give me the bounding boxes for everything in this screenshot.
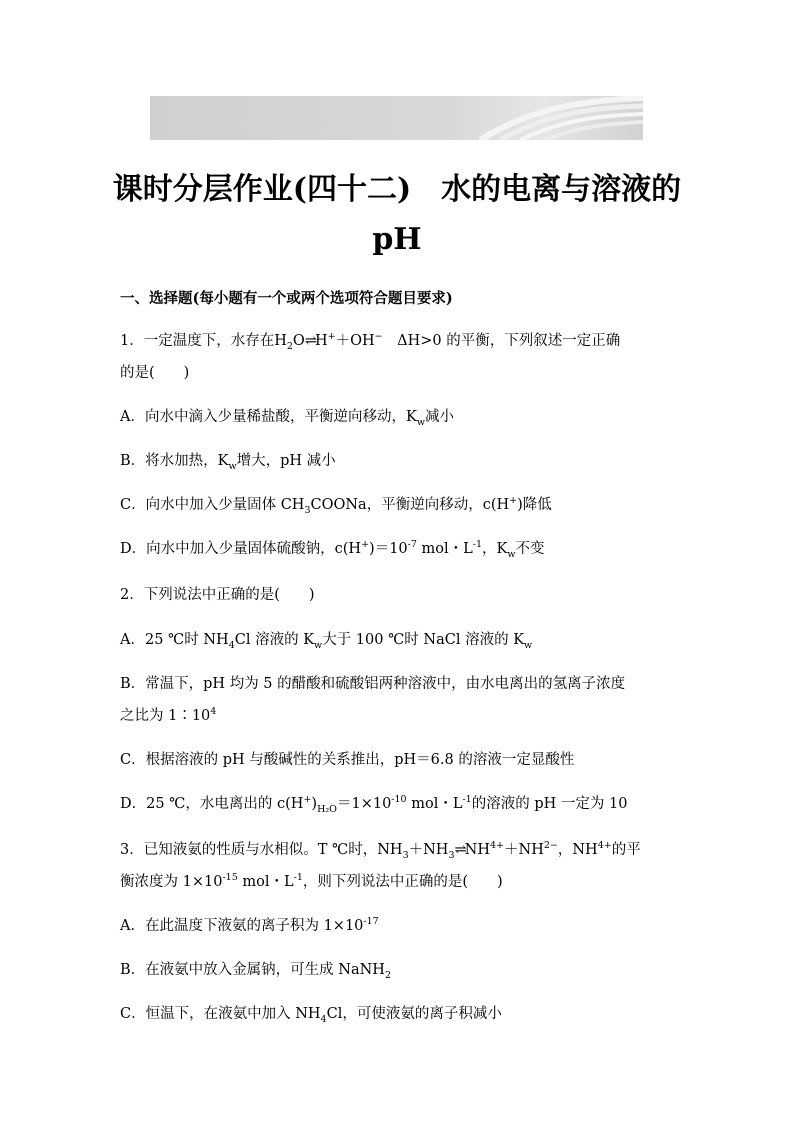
q1-stem-line2: 的是( ) — [120, 365, 190, 381]
page-title-line2: pH — [372, 222, 422, 257]
q3-option-c: C．恒温下，在液氨中加入 $NH_4Cl$，可使液氨的离子积减小 — [120, 1006, 502, 1025]
q1-option-d: D．向水中加入少量固体硫酸钠，$c(H^+)=10^{-7}$ mol・$L^{-1}$，$K_w$不变 — [120, 539, 545, 560]
q1-option-b: B．将水加热，$K_w$增大，pH 减小 — [120, 453, 336, 472]
q2-option-a: A．25 ℃时 $NH_4Cl$ 溶液的 $K_w$大于 100 ℃时 NaCl 溶液的 $K_w$ — [120, 632, 533, 651]
q2-option-c: C．根据溶液的 pH 与酸碱性的关系推出，pH＝6.8 的溶液一定显酸性 — [120, 752, 575, 768]
banner-wave-graphic — [150, 96, 643, 140]
section-heading: 一、选择题(每小题有一个或两个选项符合题目要求) — [120, 290, 453, 307]
q3-option-b: B．在液氨中放入金属钠，可生成 NaNH$_2$ — [120, 962, 391, 981]
q1-option-a: A．向水中滴入少量稀盐酸，平衡逆向移动，$K_w$减小 — [120, 409, 454, 428]
q1-option-c: C．向水中加入少量固体 $CH_3COONa$，平衡逆向移动，c(H+)降低 — [120, 495, 552, 516]
page-title: 课时分层作业(四十二) 水的电离与溶液的 — [112, 172, 682, 207]
header-banner — [150, 96, 643, 140]
q2-stem: 2．下列说法中正确的是( ) — [120, 587, 315, 603]
q3-option-a: A．在此温度下液氨的离子积为 $1\times 10^{-17}$ — [120, 916, 379, 934]
q1-stem: 1．一定温度下，水存在$H_2O\rightleftharpoons H^++OH^-$ ΔH>0 的平衡，下列叙述一定正确 — [120, 331, 621, 352]
q3-stem-line2: 衡浓度为 $1\times 10^{-15}$ mol・$L^{-1}$，则下列说法中正确的是( ) — [120, 872, 503, 890]
q2-option-d: D．25 ℃，水电离出的 $c(H^+)_{H_2O}=1\times 10^{-10}$ mol・$L^{-1}$的溶液的 pH 一定为 10 — [120, 794, 628, 815]
q2-option-b: B．常温下，pH 均为 5 的醋酸和硫酸铝两种溶液中，由水电离出的氢离子浓度 — [120, 676, 626, 692]
q2-option-b-line2: 之比为 $1∶10^4$ — [120, 706, 217, 724]
q3-stem: 3．已知液氨的性质与水相似。T ℃时，$NH_3+NH_3\rightleftharpoons NH^{4+}+NH^{2-}$，$NH^{4+}$的平 — [120, 840, 641, 861]
